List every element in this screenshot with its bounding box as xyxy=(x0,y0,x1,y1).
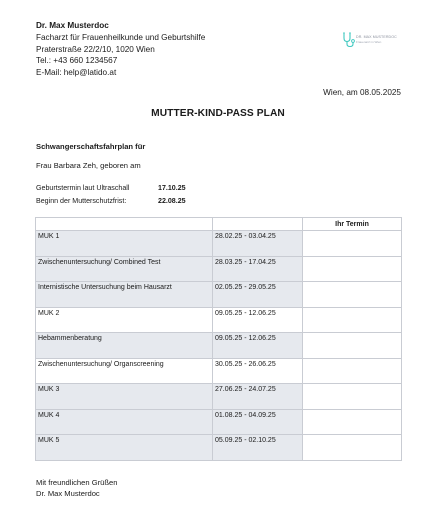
appointment-cell[interactable] xyxy=(303,307,402,333)
exam-name: MUK 3 xyxy=(36,384,213,410)
exam-name: MUK 2 xyxy=(36,307,213,333)
page-title: MUTTER-KIND-PASS PLAN xyxy=(151,108,285,119)
table-row xyxy=(36,231,402,257)
date-range: 28.03.25 - 17.04.25 xyxy=(213,256,303,282)
exam-name: Zwischenuntersuchung/ Organscreening xyxy=(36,358,213,384)
due-date-row xyxy=(36,184,186,192)
doctor-header xyxy=(36,20,205,79)
exam-name: MUK 1 xyxy=(36,231,213,257)
exam-name: MUK 5 xyxy=(36,435,213,461)
date-range: 28.02.25 - 03.04.25 xyxy=(213,231,303,257)
appointment-cell[interactable] xyxy=(303,231,402,257)
logo-tagline: Frauenarzt in Wien xyxy=(356,40,382,44)
date-range: 09.05.25 - 12.06.25 xyxy=(213,333,303,359)
maternity-leave-label: Beginn der Mutterschutzfrist: xyxy=(36,197,127,205)
exam-name: MUK 4 xyxy=(36,409,213,435)
table-row xyxy=(36,358,402,384)
table-row xyxy=(36,409,402,435)
table-row xyxy=(36,307,402,333)
appointment-cell[interactable] xyxy=(303,282,402,308)
doctor-phone: Tel.: +43 660 1234567 xyxy=(36,56,118,66)
date-range: 05.09.25 - 02.10.25 xyxy=(213,435,303,461)
table-header-range xyxy=(213,218,303,231)
closing-greeting: Mit freundlichen Grüßen xyxy=(36,478,118,487)
due-date-label: Geburtstermin laut Ultraschall xyxy=(36,184,130,192)
letter-date: Wien, am 08.05.2025 xyxy=(323,88,401,97)
appointment-cell[interactable] xyxy=(303,384,402,410)
table-row xyxy=(36,256,402,282)
doctor-email: E-Mail: help@latido.at xyxy=(36,68,117,78)
doctor-specialty: Facharzt für Frauenheilkunde und Geburtshilfe xyxy=(36,32,206,42)
date-range: 30.05.25 - 26.06.25 xyxy=(213,358,303,384)
date-range: 01.08.25 - 04.09.25 xyxy=(213,409,303,435)
maternity-leave-row xyxy=(36,197,186,205)
table-row xyxy=(36,384,402,410)
date-range: 27.06.25 - 24.07.25 xyxy=(213,384,303,410)
doctor-name: Dr. Max Musterdoc xyxy=(36,21,109,30)
table-header-row xyxy=(36,218,402,231)
practice-logo xyxy=(341,31,401,49)
table-header-appointment: Ihr Termin xyxy=(303,218,402,231)
table-row xyxy=(36,435,402,461)
exam-name: Zwischenuntersuchung/ Combined Test xyxy=(36,256,213,282)
examination-table xyxy=(35,217,402,461)
closing-signature: Dr. Max Musterdoc xyxy=(36,489,100,498)
table-row xyxy=(36,333,402,359)
patient-line: Frau Barbara Zeh, geboren am xyxy=(36,161,141,170)
appointment-cell[interactable] xyxy=(303,256,402,282)
table-header-exam xyxy=(36,218,213,231)
doctor-address: Praterstraße 22/2/10, 1020 Wien xyxy=(36,44,155,54)
appointment-cell[interactable] xyxy=(303,358,402,384)
maternity-leave-value: 22.08.25 xyxy=(158,197,186,205)
logo-brand: DR. MAX MUSTERDOC xyxy=(356,35,397,39)
appointment-cell[interactable] xyxy=(303,409,402,435)
stethoscope-icon xyxy=(341,32,355,48)
closing-block xyxy=(36,477,117,499)
exam-name: Hebammenberatung xyxy=(36,333,213,359)
date-range: 09.05.25 - 12.06.25 xyxy=(213,307,303,333)
date-range: 02.05.25 - 29.05.25 xyxy=(213,282,303,308)
appointment-cell[interactable] xyxy=(303,435,402,461)
section-title: Schwangerschaftsfahrplan für xyxy=(36,142,146,151)
exam-name: Internistische Untersuchung beim Hausarzt xyxy=(36,282,213,308)
table-row xyxy=(36,282,402,308)
appointment-cell[interactable] xyxy=(303,333,402,359)
due-date-value: 17.10.25 xyxy=(158,184,186,192)
